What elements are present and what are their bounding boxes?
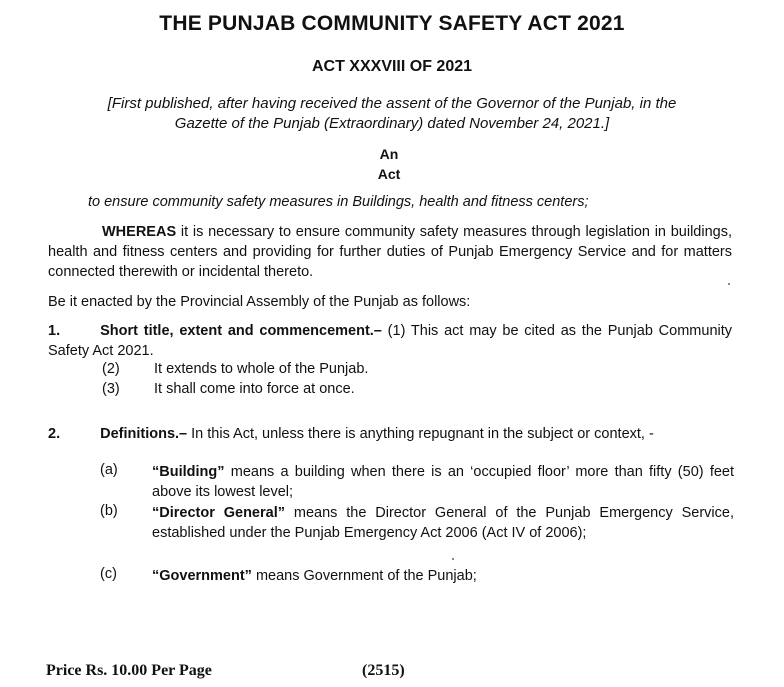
section-1-sub2-text: It extends to whole of the Punjab. [154,361,369,377]
whereas-text: it is necessary to ensure community safety measures through legislation in buildings, health and fitness centers and providing for further duties of Punjab Emergency Service and for matters connected therewith or incidental thereto. [48,224,732,280]
definition-a-letter: (a) [100,462,118,478]
publication-line-1: [First published, after having received the assent of the Governor of the Punjab, in the [107,95,677,112]
price-note: Price Rs. 10.00 Per Page [46,662,212,679]
section-1-heading: Short title, extent and commencement.– [100,323,382,339]
act-purpose: to ensure community safety measures in Buildings, health and fitness centers; [88,194,589,210]
preamble-whereas [48,222,732,282]
section-2-text: In this Act, unless there is anything repugnant in the subject or context, - [191,426,654,442]
definition-c [152,566,734,586]
section-1-sub3-text: It shall come into force at once. [154,381,355,397]
definition-c-text: means Government of the Punjab; [255,568,477,584]
definition-b-text: means the Director General of the Punjab Emergency Service, established under the Punjab Emergency Act 2006 (Act IV of 2006); [152,505,734,541]
section-1-text: (1) This act may be cited as the Punjab Community Safety Act 2021. [48,323,733,359]
definition-a [152,462,734,502]
definition-b-term: “Director General” [152,505,285,521]
act-title: THE PUNJAB COMMUNITY SAFETY ACT 2021 [159,12,625,35]
enactment-clause: Be it enacted by the Provincial Assembly of the Punjab as follows: [48,294,471,310]
scan-speck [452,558,454,560]
section-1-sub2-number: (2) [102,361,120,377]
publication-note [40,94,744,134]
section-2 [48,424,734,444]
definition-c-term: “Government” [152,568,252,584]
section-1 [48,321,732,361]
section-1-sub3-number: (3) [102,381,120,397]
act-label: Act [377,166,401,182]
section-2-number: 2. [48,426,61,442]
definition-c-letter: (c) [100,566,117,582]
whereas-word: WHEREAS [102,224,177,240]
definition-b [152,503,734,543]
act-number: ACT XXXVIII OF 2021 [311,58,473,75]
page-number: (2515) [362,662,405,679]
scan-speck [728,283,730,285]
publication-line-2: Gazette of the Punjab (Extraordinary) dated November 24, 2021.] [174,115,610,132]
definition-a-term: “Building” [152,464,225,480]
definition-a-text: means a building when there is an ‘occupied floor’ more than fifty (50) feet above its lowest level; [152,464,735,500]
an-label: An [379,146,399,162]
definition-b-letter: (b) [100,503,118,519]
section-2-heading: Definitions.– [100,426,188,442]
section-1-number: 1. [48,323,61,339]
